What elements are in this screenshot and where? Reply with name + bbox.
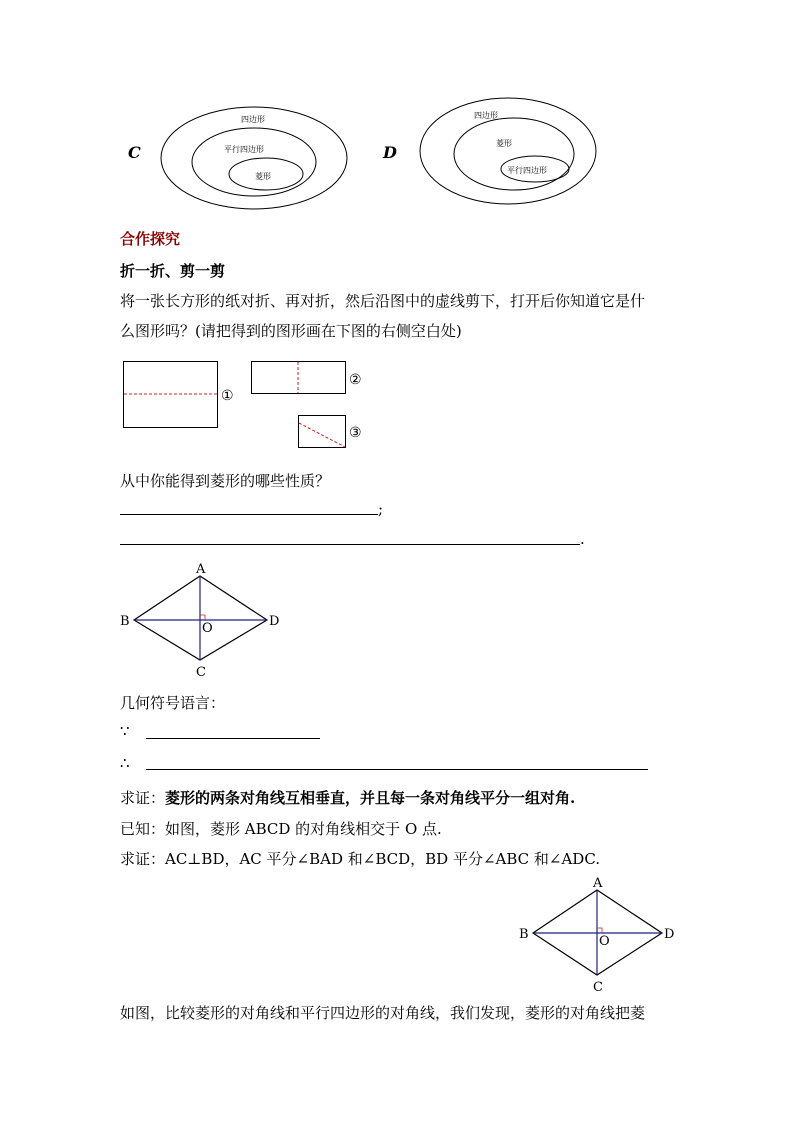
fold-label-3: ③: [349, 425, 362, 441]
venn-diagram-c: [160, 104, 350, 210]
answer-blank-1[interactable]: [120, 514, 378, 515]
venn-c-outer-label: 四边形: [241, 115, 265, 124]
rhombus-2-label-a: A: [593, 876, 603, 891]
fold-label-1: ①: [221, 388, 234, 404]
paper-folding-figure: [118, 356, 378, 456]
venn-d-outer-ellipse: [420, 98, 596, 204]
fold-dash-3: [299, 423, 345, 447]
to-prove: 求证：AC⊥BD，AC 平分∠BAD 和∠BCD，BD 平分∠ABC 和∠ADC.: [120, 850, 601, 868]
rhombus-1-label-c: C: [196, 665, 206, 680]
activity-title: 折一折、剪一剪: [120, 262, 226, 280]
rhombus-2-label-b: B: [519, 927, 529, 942]
venn-c-middle-label: 平行四边形: [224, 145, 264, 154]
rhombus-1-label-d: D: [269, 614, 280, 629]
rhombus-figure-2: [516, 874, 686, 996]
geo-language-label: 几何符号语言：: [120, 694, 226, 712]
prove-line: [120, 787, 575, 808]
rhombus-figure-1: [116, 560, 286, 682]
instruction-line-2: 么图形吗？(请把得到的图形画在下图的右侧空白处): [120, 322, 462, 340]
venn-c-letter: C: [128, 143, 141, 162]
answer-blank-2[interactable]: [120, 544, 580, 545]
venn-d-inner-label: 平行四边形: [507, 166, 547, 175]
conclusion-line: 如图，比较菱形的对角线和平行四边形的对角线，我们发现，菱形的对角线把菱: [120, 1004, 646, 1022]
prove-statement: 菱形的两条对角线互相垂直，并且每一条对角线平分一组对角.: [165, 789, 576, 807]
venn-c-middle-ellipse: [192, 128, 316, 196]
rhombus-2-label-c: C: [593, 980, 603, 995]
venn-c-inner-label: 菱形: [255, 172, 271, 181]
venn-diagram-d: [418, 96, 598, 208]
rhombus-1-right-angle-mark: [200, 615, 205, 620]
rhombus-1-label-b: B: [120, 614, 130, 629]
rhombus-1-label-a: A: [196, 562, 206, 577]
fold-label-2: ②: [349, 372, 362, 388]
prove-prefix: 求证：: [120, 789, 166, 807]
section-title: 合作探究: [120, 230, 181, 248]
therefore-blank[interactable]: [146, 769, 648, 770]
instruction-line-1: 将一张长方形的纸对折、再对折，然后沿图中的虚线剪下，打开后你知道它是什: [120, 292, 646, 310]
answer-blank-2-end: .: [580, 530, 585, 548]
venn-d-letter: D: [383, 143, 397, 162]
rhombus-2-label-d: D: [664, 927, 675, 942]
venn-d-outer-label: 四边形: [474, 111, 498, 120]
known-condition: 已知：如图，菱形 ABCD 的对角线相交于 O 点.: [120, 820, 442, 838]
answer-blank-1-end: ;: [378, 500, 384, 518]
venn-d-middle-label: 菱形: [496, 139, 512, 148]
rhombus-2-right-angle-mark: [597, 928, 602, 933]
because-symbol: ∵: [120, 722, 130, 740]
rhombus-1-label-o: O: [202, 621, 213, 636]
rhombus-2-label-o: O: [599, 934, 610, 949]
therefore-symbol: ∴: [120, 754, 130, 772]
fold-rect-3: [299, 416, 346, 448]
because-blank[interactable]: [146, 738, 320, 739]
question-text: 从中你能得到菱形的哪些性质？: [120, 472, 331, 490]
